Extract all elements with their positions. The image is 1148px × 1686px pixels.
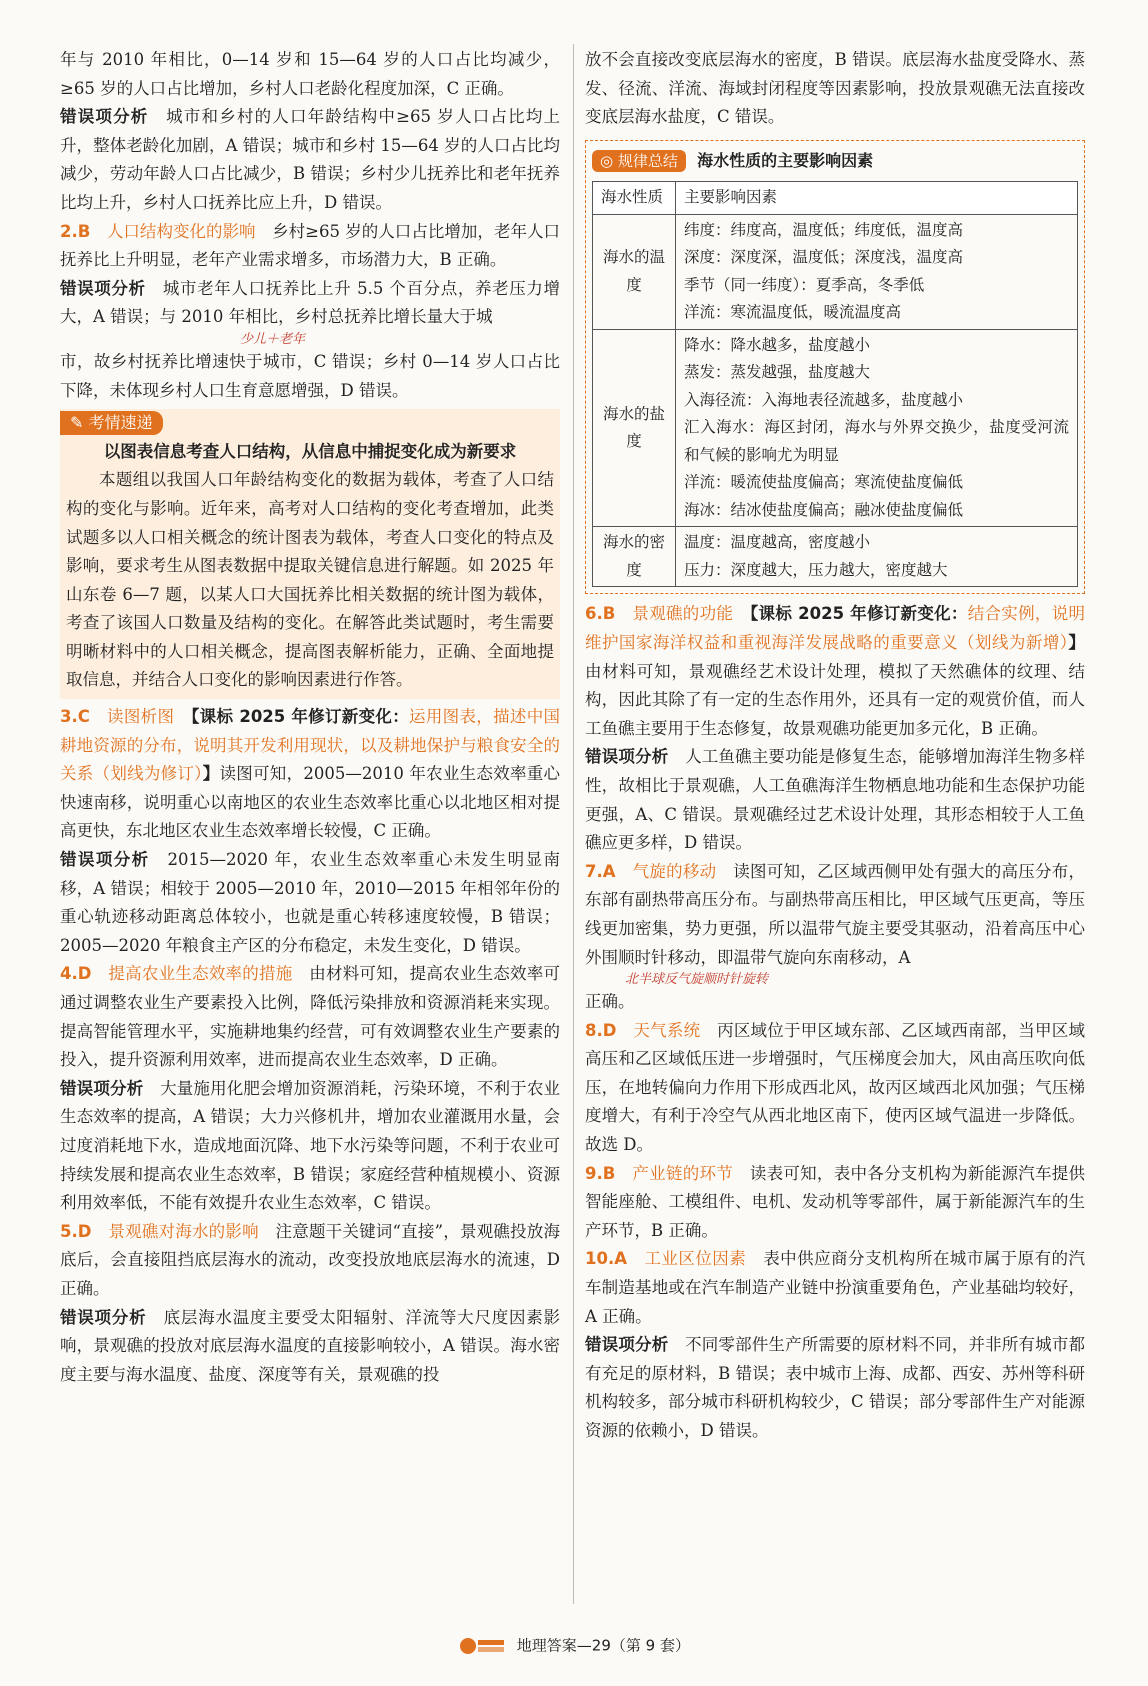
error-analysis [60, 1075, 560, 1218]
table-row [593, 214, 1078, 329]
answer-number: 7.A [585, 861, 616, 881]
paragraph-text: 2015—2020 年，农业生态效率重心未发生明显南移，A 错误；相较于 2005—2010 年，2010—2015 年相邻年份的重心轨迹移动距离总体较小，也就是重心转移速度较慢，B 错误；2005—2020 年粮食主产区的分布稳定，未发生变化，D 错误。 [60, 850, 560, 955]
factor-line: 深度：深度深，温度低；深度浅，温度高 [684, 248, 964, 267]
answer-number: 8.D [585, 1020, 617, 1040]
answer-text: 读表可知，表中各分支机构为新能源汽车提供智能座舱、工模组件、电机、发动机等零部件，属于新能源汽车的生产环节，B 正确。 [585, 1163, 1086, 1240]
factor-line: 压力：深度越大，压力越大，密度越大 [684, 560, 948, 579]
table-header-row [593, 182, 1078, 215]
answer-text: 乡村≥65 岁的人口占比增加，老年人口抚养比上升明显，老年产业需求增多，市场潜力大，B 正确。 [60, 221, 561, 270]
right-column [585, 46, 1085, 1446]
rule-summary-box [585, 140, 1085, 595]
answer-text: 读图可知，2005—2010 年农业生态效率重心快速南移，说明重心以南地区的农业生态效率比重心以北地区相对提高更快，东北地区农业生态效率增长较慢，C 正确。 [60, 764, 561, 841]
error-analysis [60, 846, 560, 960]
page-number: 地理答案—29（第 9 套） [516, 1636, 690, 1655]
factor-line: 海冰：结冰使盐度偏高；融冰使盐度偏低 [684, 500, 964, 519]
table-row [593, 329, 1078, 527]
factor-line: 入海径流：入海地表径流越多，盐度越小 [684, 390, 964, 409]
error-analysis-label: 错误项分析 [60, 1078, 144, 1098]
left-column [60, 46, 560, 1389]
answer-topic: 人口结构变化的影响 [106, 221, 256, 241]
factor-line: 洋流：寒流温度低，暖流温度高 [684, 303, 902, 322]
answer-6 [585, 600, 1085, 743]
answer-2 [60, 218, 560, 275]
answer-text: 由材料可知，景观礁经艺术设计处理，模拟了天然礁体的纹理、结构，因此其除了有一定的生态作用外，还具有一定的观赏价值，而人工鱼礁主要用于生态修复，故景观礁功能更加多元化，B 正确。 [585, 661, 1085, 738]
page-footer [0, 1634, 1148, 1658]
answer-number: 10.A [585, 1249, 627, 1269]
factor-line: 汇入海水：海区封闭，海水与外界交换少，盐度受河流和气候的影响尤为明显 [684, 418, 1069, 464]
rule-summary-label-text: 规律总结 [617, 151, 678, 170]
paragraph-text: 城市和乡村的人口年龄结构中≥65 岁人口占比均上升，整体老龄化加剧，A 错误；城市和乡村 15—64 岁的人口占比均减少，劳动年龄人口占比减少，B 错误；乡村少儿抚养比和老年抚养比均上升，乡村人口抚养比应上升，D 错误。 [60, 107, 561, 212]
answer-number: 9.B [585, 1163, 616, 1183]
factor-line: 温度：温度越高，密度越小 [684, 533, 871, 552]
answer-topic: 读图析图 [107, 707, 175, 727]
paragraph-text: 不同零部件生产所需要的原材料不同，并非所有城市都有充足的原材料，B 错误；表中城市上海、成都、西安、苏州等科研机构较多，部分城市科研机构较少，C 错误；部分零部件生产对能源资源的依赖小，D 错误。 [585, 1335, 1086, 1440]
rule-summary-label: ◎ 规律总结 [592, 150, 686, 172]
answer-topic: 景观礁对海水的影响 [108, 1221, 259, 1241]
error-analysis-label: 错误项分析 [60, 278, 146, 298]
paragraph: 正确。 [585, 992, 635, 1012]
answer-number: 6.B [585, 604, 616, 624]
table-cell-property: 海水的温度 [593, 214, 676, 329]
table-cell-property: 海水的盐度 [593, 329, 676, 527]
answer-text: 注意题干关键词“直接”，景观礁投放海底后，会直接阻挡底层海水的流动，改变投放地底层海水的流速，D 正确。 [60, 1221, 561, 1298]
table-row [593, 527, 1078, 587]
curriculum-tag-end: 】 [1068, 632, 1085, 652]
handwritten-note: 北半球反气旋顺时针旋转 [625, 972, 769, 988]
paragraph: 放不会直接改变底层海水的密度，B 错误。底层海水盐度受降水、蒸发、径流、洋流、海域封闭程度等因素影响，投放景观礁无法直接改变底层海水盐度，C 错误。 [585, 50, 1085, 127]
answer-number: 3.C [60, 707, 90, 727]
answer-topic: 产业链的环节 [632, 1163, 734, 1183]
paragraph [60, 103, 560, 217]
error-analysis [585, 743, 1085, 857]
answer-9 [585, 1160, 1085, 1246]
answer-10 [585, 1245, 1085, 1331]
paragraph-text: 大量施用化肥会增加资源消耗，污染环境，不利于农业生态效率的提高，A 错误；大力兴修机井，增加农业灌溉用水量，会过度消耗地下水，造成地面沉降、地下水污染等问题，不利于农业可持续发展和提高农业生态效率，B 错误；家庭经营种植规模小、资源利用效率低，不能有效提升农业生态效率，C 错误。 [60, 1078, 561, 1213]
factor-line: 降水：降水越多，盐度越小 [684, 335, 871, 354]
rule-summary-header [592, 147, 1078, 176]
answer-7 [585, 858, 1085, 972]
paragraph-text: 城市老年人口抚养比上升 5.5 个百分点，养老压力增大，A 错误；与 2010 年相比，乡村总抚养比增长量大于城 [60, 278, 561, 327]
curriculum-tag-end: 】 [202, 764, 220, 784]
error-analysis-label: 错误项分析 [60, 107, 149, 127]
paragraph-text: 人工鱼礁主要功能是修复生态，能够增加海洋生物多样性，故相比于景观礁，人工鱼礁海洋生物栖息地功能和生态保护功能更强，A、C 错误。景观礁经过艺术设计处理，其形态相较于人工鱼礁应更多样，D 错误。 [585, 747, 1086, 853]
error-analysis-label: 错误项分析 [60, 850, 150, 870]
answer-number: 2.B [60, 221, 91, 241]
exam-trend-text: 本题组以我国人口年龄结构变化的数据为载体，考查了人口结构的变化与影响。近年来，高考对人口结构的变化考查增加，此类试题多以人口相关概念的统计图表为载体，考查人口变化的特点及影响，要求考生从图表数据中提取关键信息进行解题。如 2025 年山东卷 6—7 题，以某人口大国抚养比相关数据的统计图为载体，考查了该国人口数量及结构的变化。在解答此类试题时，考生需要明晰材料中的人口相关概念，提高图表解析能力，正确、全面地提取信息，并结合人口变化的影响因素进行作答。 [66, 470, 554, 690]
factor-line: 纬度：纬度高，温度低；纬度低，温度高 [684, 220, 964, 239]
table-cell-factors [676, 329, 1078, 527]
table-cell-factors [676, 527, 1078, 587]
answer-topic: 气旋的移动 [632, 861, 717, 881]
answer-3 [60, 703, 560, 846]
error-analysis [585, 1331, 1085, 1445]
answer-text: 读图可知，乙区域西侧甲处有强大的高压分布，东部有副热带高压分布。与副热带高压相比，甲区域气压更高，等压线更加密集，势力更强，所以温带气旋主要受其驱动，沿着高压中心外围顺时针移动，即温带气旋向东南移动，A [585, 861, 1086, 967]
paragraph: 市，故乡村抚养比增速快于城市，C 错误；乡村 0—14 岁人口占比下降，未体现乡村人口生育意愿增强，D 错误。 [60, 351, 560, 400]
exam-trend-label: ✎ 考情速递 [60, 411, 163, 435]
rule-summary-title: 海水性质的主要影响因素 [697, 150, 874, 170]
answer-text: 表中供应商分支机构所在城市属于原有的汽车制造基地或在汽车制造产业链中扮演重要角色，产业基础均较好，A 正确。 [585, 1249, 1086, 1326]
answer-text: 由材料可知，提高农业生态效率可通过调整农业生产要素投入比例，降低污染排放和资源消耗来实现。提高智能管理水平，实施耕地集约经营，可有效调整农业生产要素的投入，提升资源利用效率，进而提高农业生态效率，D 正确。 [60, 964, 561, 1070]
paragraph: 年与 2010 年相比，0—14 岁和 15—64 岁的人口占比均减少，≥65 岁的人口占比增加，乡村人口老龄化程度加深，C 正确。 [60, 50, 560, 98]
error-analysis [60, 275, 560, 332]
table-cell-property: 海水的密度 [593, 527, 676, 587]
factor-line: 洋流：暖流使盐度偏高；寒流使盐度偏低 [684, 473, 964, 492]
answer-topic: 提高农业生态效率的措施 [108, 964, 293, 984]
answer-number: 4.D [60, 964, 92, 984]
answer-number: 5.D [60, 1221, 92, 1241]
table-cell-factors [676, 214, 1078, 329]
exam-trend-box [60, 409, 560, 699]
answer-8 [585, 1017, 1085, 1160]
error-analysis-label: 错误项分析 [585, 747, 669, 767]
answer-5 [60, 1218, 560, 1304]
exam-trend-label-text: 考情速递 [88, 413, 153, 433]
column-divider [573, 44, 574, 1604]
factor-line: 季节（同一纬度）：夏季高，冬季低 [684, 275, 925, 294]
answer-topic: 景观礁的功能 [632, 604, 734, 624]
answer-text: 丙区域位于甲区域东部、乙区域西南部，当甲区域高压和乙区域低压进一步增强时，气压梯度会加大，风由高压吹向低压，在地转偏向力作用下形成西北风，故丙区域西北风加强；气压梯度增大，有利于冷空气从西北地区南下，使丙区域气温进一步降低。故选 D。 [585, 1020, 1086, 1155]
curriculum-tag: 【课标 2025 年修订新变化： [750, 604, 968, 624]
error-analysis-label: 错误项分析 [585, 1335, 669, 1355]
publisher-logo-icon [458, 1634, 506, 1658]
answer-topic: 天气系统 [633, 1020, 701, 1040]
handwritten-note: 少儿＋老年 [240, 331, 306, 347]
table-header: 海水性质 [593, 182, 676, 215]
answer-4 [60, 960, 560, 1074]
answer-topic: 工业区位因素 [644, 1249, 747, 1269]
curriculum-tag: 【课标 2025 年修订新变化： [191, 707, 410, 727]
paragraph-text: 底层海水温度主要受太阳辐射、洋流等大尺度因素影响，景观礁的投放对底层海水温度的直接影响较小，A 错误。海水密度主要与海水温度、盐度、深度等有关，景观礁的投 [60, 1307, 561, 1384]
curriculum-text: 结合实例，说明维护国家海洋权益和重视海洋发展战略的重要意义（划线为新增） [585, 604, 1085, 652]
error-analysis-label: 错误项分析 [60, 1307, 147, 1327]
exam-trend-title: 以图表信息考查人口结构，从信息中捕捉变化成为新要求 [103, 441, 517, 461]
factor-line: 蒸发：蒸发越强，盐度越大 [684, 363, 871, 382]
error-analysis [60, 1304, 560, 1390]
curriculum-text: 运用图表，描述中国耕地资源的分布，说明其开发利用现状，以及耕地保护与粮食安全的关系（划线为修订） [60, 707, 561, 784]
table-header: 主要影响因素 [676, 182, 1078, 215]
seawater-properties-table [592, 181, 1078, 587]
